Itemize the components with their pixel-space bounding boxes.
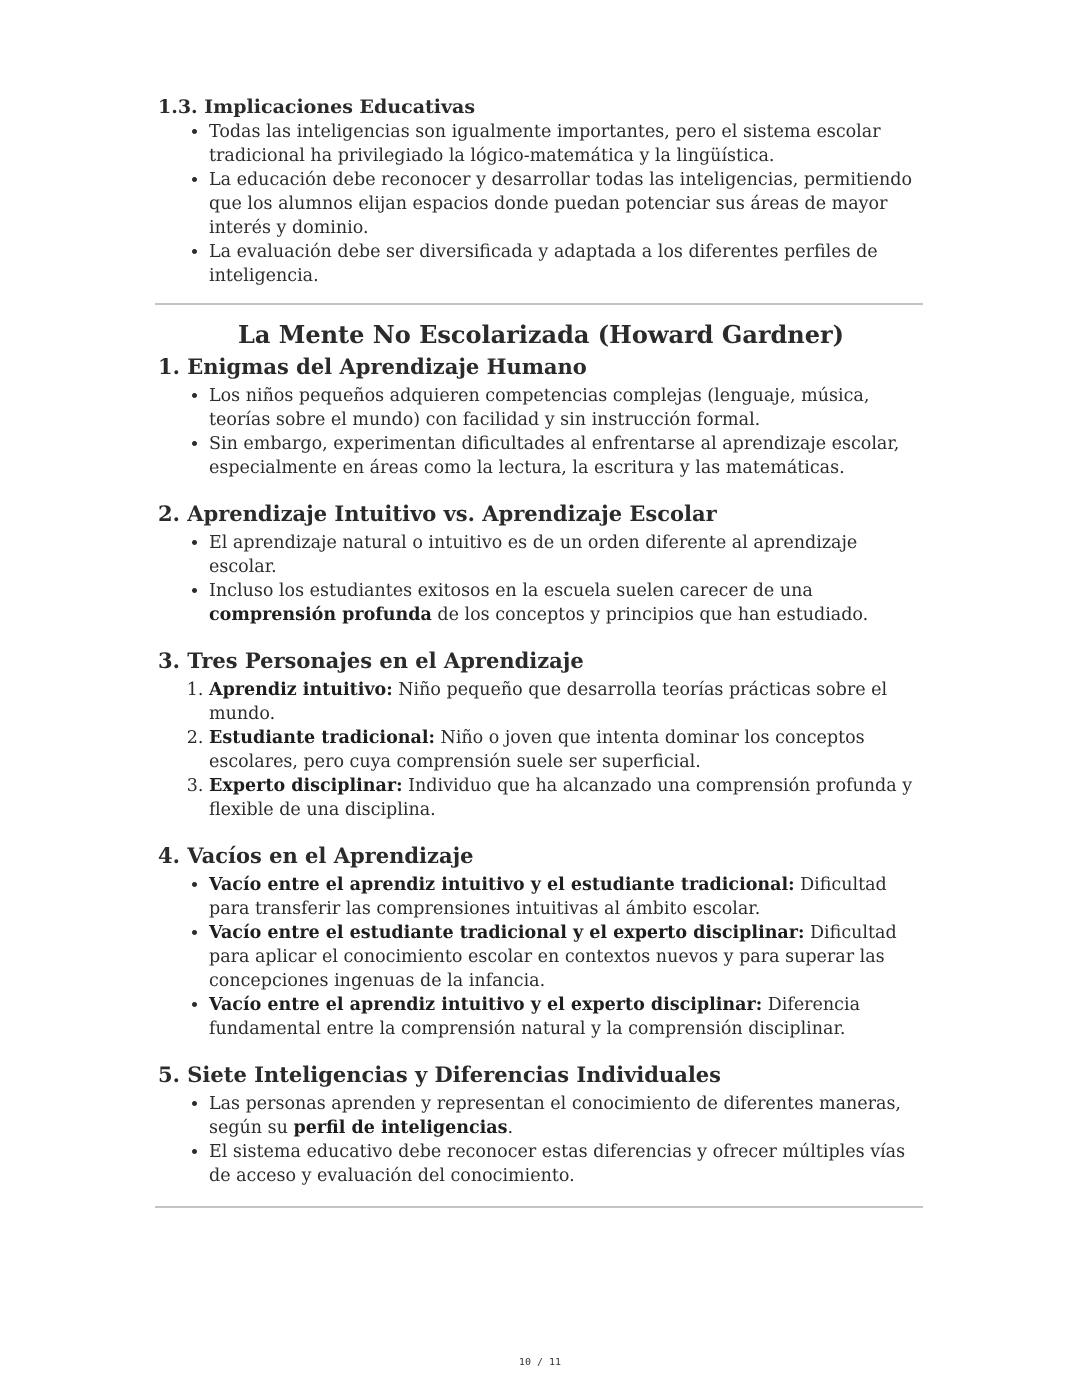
list-item — [209, 921, 924, 993]
bold-term: comprensión profunda — [209, 605, 432, 625]
item-text: Diferencia fundamental entre la comprensión natural y la comprensión disciplinar. — [209, 995, 861, 1039]
bold-term: Vacío entre el aprendiz intuitivo y el experto disciplinar: — [209, 995, 763, 1015]
bold-term: Vacío entre el aprendiz intuitivo y el estudiante tradicional: — [209, 875, 795, 895]
item-text: Dificultad para aplicar el conocimiento escolar en contextos nuevos y para superar las concepciones ingenuas de la infancia. — [209, 923, 897, 991]
list-item: • La evaluación debe ser diversificada y adaptada a los diferentes perfiles de inteligencia. — [209, 240, 924, 288]
section-3-heading: 3. Tres Personajes en el Aprendizaje — [158, 648, 584, 673]
list-item: • Los niños pequeños adquieren competencias complejas (lenguaje, música, teorías sobre el mundo) con facilidad y sin instrucción formal. — [209, 384, 924, 432]
divider — [155, 303, 923, 305]
section-1-3-list — [158, 120, 924, 288]
item-text: Dificultad para transferir las comprensiones intuitivas al ámbito escolar. — [209, 875, 887, 919]
item-text: . — [507, 1118, 514, 1138]
section-1-heading: 1. Enigmas del Aprendizaje Humano — [158, 354, 587, 379]
section-4-heading: 4. Vacíos en el Aprendizaje — [158, 843, 474, 868]
list-item — [209, 726, 924, 774]
document-title: La Mente No Escolarizada (Howard Gardner) — [237, 320, 845, 349]
divider — [155, 1206, 923, 1208]
list-item: • Sin embargo, experimentan dificultades al enfrentarse al aprendizaje escolar, especialmente en áreas como la lectura, la escritura y las matemáticas. — [209, 432, 924, 480]
item-text: de los conceptos y principios que han estudiado. — [431, 605, 869, 625]
item-text: Las personas aprenden y representan el conocimiento de diferentes maneras, según su — [209, 1094, 901, 1138]
bold-term: Estudiante tradicional: — [209, 728, 435, 748]
section-1-3-heading: 1.3. Implicaciones Educativas — [158, 96, 476, 118]
page-number: 10 / 11 — [518, 1357, 562, 1368]
list-item: • La educación debe reconocer y desarrollar todas las inteligencias, permitiendo que los alumnos elijan espacios donde puedan potenciar sus áreas de mayor interés y dominio. — [209, 168, 924, 240]
bold-term: Vacío entre el estudiante tradicional y el experto disciplinar: — [209, 923, 805, 943]
list-item: • Todas las inteligencias son igualmente importantes, pero el sistema escolar tradicional ha privilegiado la lógico-matemática y la lingüística. — [209, 120, 924, 168]
section-2-heading: 2. Aprendizaje Intuitivo vs. Aprendizaje Escolar — [158, 501, 717, 526]
item-text: Individuo que ha alcanzado una comprensión profunda y flexible de una disciplina. — [209, 776, 913, 820]
section-5-list — [158, 1092, 924, 1188]
list-item — [209, 579, 924, 627]
list-item — [209, 774, 924, 822]
list-item: • El sistema educativo debe reconocer estas diferencias y ofrecer múltiples vías de acceso y evaluación del conocimiento. — [209, 1140, 924, 1188]
section-1-list — [158, 384, 924, 480]
list-item — [209, 1092, 924, 1140]
bold-term: Experto disciplinar: — [209, 776, 403, 796]
list-item — [209, 873, 924, 921]
list-item — [209, 993, 924, 1041]
item-text: Niño o joven que intenta dominar los conceptos escolares, pero cuya comprensión suele ser superficial. — [209, 728, 865, 772]
document-content — [158, 94, 924, 1208]
item-text: Niño pequeño que desarrolla teorías prácticas sobre el mundo. — [209, 680, 888, 724]
bold-term: Aprendiz intuitivo: — [209, 680, 393, 700]
list-item: • El aprendizaje natural o intuitivo es de un orden diferente al aprendizaje escolar. — [209, 531, 924, 579]
list-item — [209, 678, 924, 726]
section-3-list — [158, 678, 924, 822]
bold-term: perfil de inteligencias — [293, 1118, 508, 1138]
section-2-list — [158, 531, 924, 627]
section-5-heading: 5. Siete Inteligencias y Diferencias Individuales — [158, 1062, 721, 1087]
item-text: Incluso los estudiantes exitosos en la escuela suelen carecer de una — [209, 581, 813, 601]
section-4-list — [158, 873, 924, 1041]
